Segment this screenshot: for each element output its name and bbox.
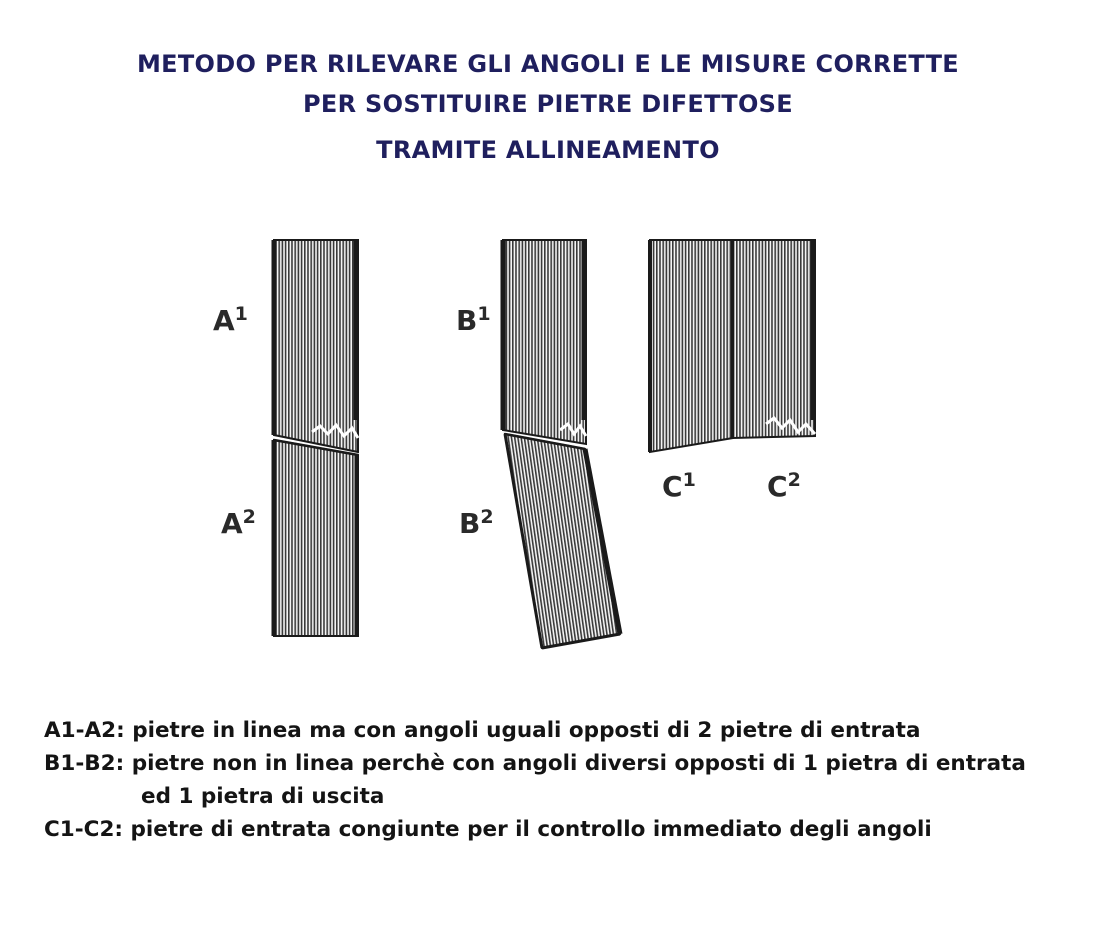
label-a1: $A^1$ — [213, 303, 248, 337]
label-b1: $B^1$ — [456, 303, 491, 337]
label-a2: $A^2$ — [221, 506, 256, 540]
stone-b1 — [503, 240, 586, 444]
stone-b2 — [505, 434, 620, 648]
stone-a1 — [274, 240, 358, 452]
label-c2: $C^2$ — [767, 469, 801, 503]
caption-line-b: B1-B2: pietre non in linea perchè con angoli diversi opposti di 1 pietra di entrata — [44, 751, 1026, 776]
stone-c1 — [650, 240, 733, 452]
title-line-3: TRAMITE ALLINEAMENTO — [376, 136, 720, 164]
title-line-1: METODO PER RILEVARE GLI ANGOLI E LE MISURE CORRETTE — [137, 50, 959, 78]
caption-line-b-continued: ed 1 pietra di uscita — [141, 784, 385, 809]
label-c1: $C^1$ — [662, 469, 696, 503]
caption-line-a: A1-A2: pietre in linea ma con angoli uguali opposti di 2 pietre di entrata — [44, 718, 921, 743]
caption — [44, 714, 1104, 846]
stone-a2 — [274, 440, 358, 636]
caption-line-c: C1-C2: pietre di entrata congiunte per il controllo immediato degli angoli — [44, 817, 932, 842]
label-b2: $B^2$ — [459, 506, 494, 540]
stone-c2 — [733, 240, 815, 438]
title-line-2: PER SOSTITUIRE PIETRE DIFETTOSE — [303, 90, 793, 118]
